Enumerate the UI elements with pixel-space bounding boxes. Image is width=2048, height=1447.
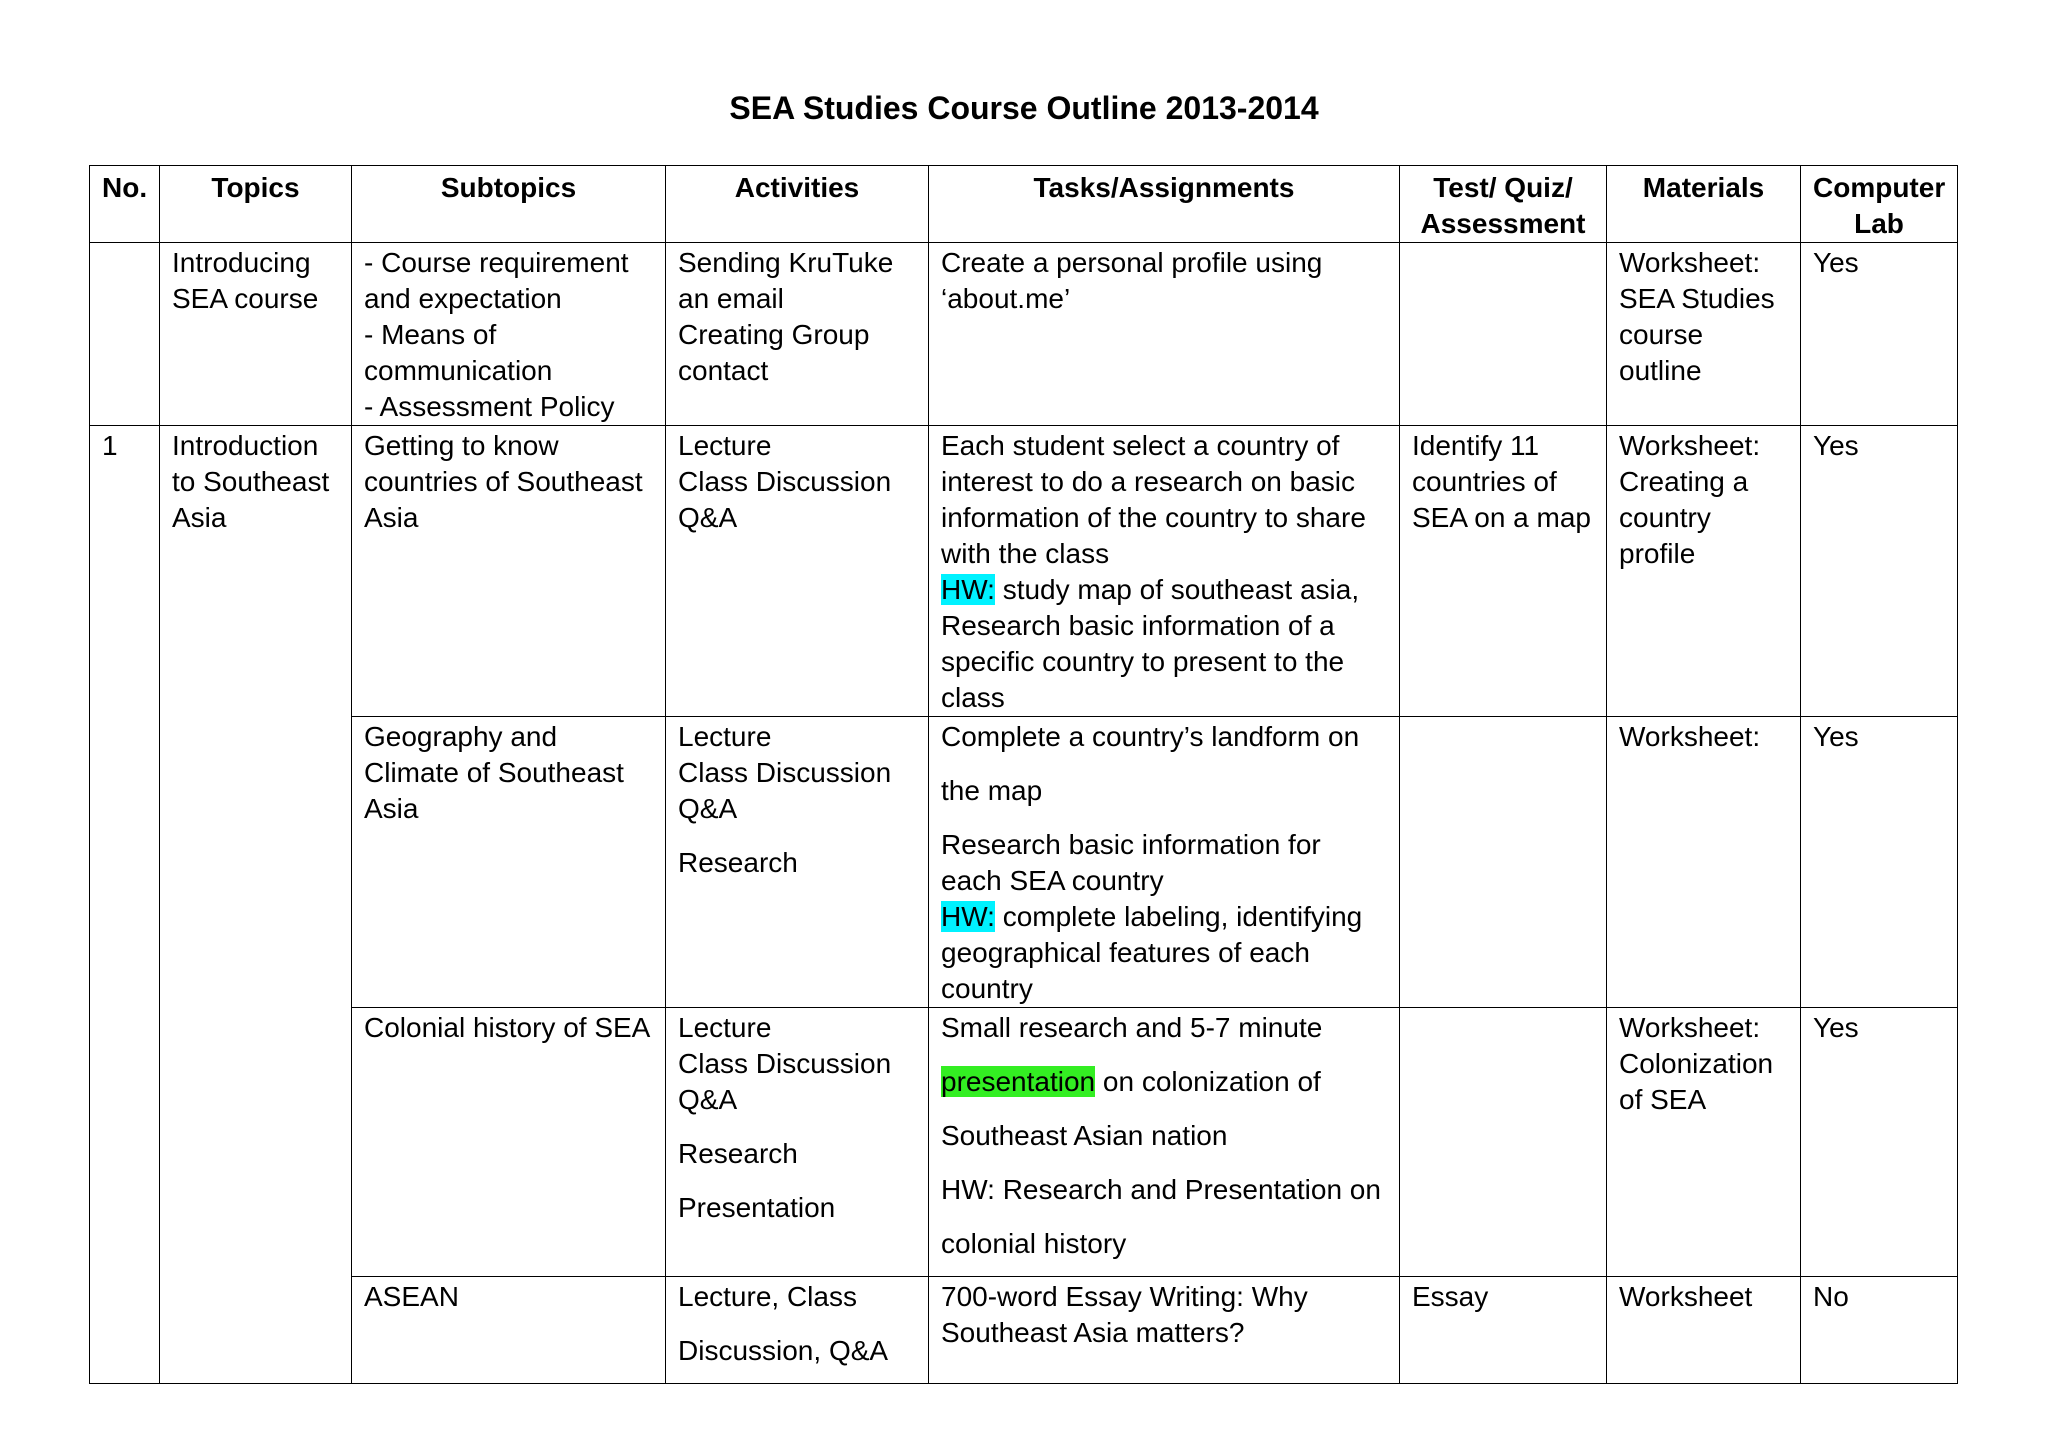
- cell-test: Essay: [1400, 1277, 1607, 1384]
- activity-item: Class Discussion: [678, 1048, 892, 1079]
- cell-subtopics: [352, 243, 666, 426]
- activity-item: Lecture: [678, 430, 772, 461]
- cell-test: [1400, 243, 1607, 426]
- activity-item: Sending KruTuke an email: [678, 247, 894, 314]
- cell-activities: [666, 426, 929, 717]
- course-outline-table: [89, 165, 1958, 1384]
- cell-test: [1400, 1008, 1607, 1277]
- cell-materials: Worksheet: Colonization of SEA: [1607, 1008, 1801, 1277]
- task-homework: [941, 572, 1387, 716]
- cell-materials: Worksheet: [1607, 1277, 1801, 1384]
- cell-topic: Introduction to Southeast Asia: [160, 426, 352, 1384]
- table-row: [90, 426, 1958, 717]
- activity-item: Lecture: [678, 1012, 772, 1043]
- cell-task: Create a personal profile using ‘about.me’: [929, 243, 1400, 426]
- cell-lab: Yes: [1801, 717, 1958, 1008]
- header-no: No.: [90, 166, 160, 243]
- task-text: HW: Research and Presentation on: [941, 1174, 1381, 1205]
- header-test: [1400, 166, 1607, 243]
- task-text: the map: [941, 775, 1043, 806]
- cell-activities: [666, 243, 929, 426]
- cell-materials: Worksheet: Creating a country profile: [1607, 426, 1801, 717]
- cell-lab: No: [1801, 1277, 1958, 1384]
- task-homework: [941, 899, 1387, 1007]
- activity-item: Discussion, Q&A: [678, 1335, 889, 1366]
- activity-item: Research: [678, 1138, 798, 1169]
- task-text: Each student select a country of interest to do a research on basic information of the country to share with the class: [941, 430, 1366, 569]
- cell-subtopic: ASEAN: [352, 1277, 666, 1384]
- header-subtopics: Subtopics: [352, 166, 666, 243]
- header-computer-lab: [1801, 166, 1958, 243]
- header-materials: Materials: [1607, 166, 1801, 243]
- cell-test: Identify 11 countries of SEA on a map: [1400, 426, 1607, 717]
- cell-subtopic: Geography and Climate of Southeast Asia: [352, 717, 666, 1008]
- activity-item: Q&A: [678, 502, 738, 533]
- activity-item: Research: [678, 847, 798, 878]
- activity-item: Q&A: [678, 793, 738, 824]
- table-row: [90, 1277, 1958, 1384]
- subtopic-item: - Assessment Policy: [364, 391, 615, 422]
- cell-activities: [666, 1008, 929, 1277]
- header-topics: Topics: [160, 166, 352, 243]
- cell-task: [929, 426, 1400, 717]
- header-test-line: Test/ Quiz/: [1433, 172, 1573, 203]
- hw-label-highlight: HW:: [941, 574, 995, 605]
- activity-item: Q&A: [678, 1084, 738, 1115]
- header-lab-line: Computer: [1813, 172, 1946, 203]
- task-text: colonial history: [941, 1228, 1127, 1259]
- cell-activities: [666, 717, 929, 1008]
- cell-subtopic: Getting to know countries of Southeast Asia: [352, 426, 666, 717]
- subtopic-item: - Course requirement and expectation: [364, 247, 629, 314]
- cell-materials: Worksheet: SEA Studies course outline: [1607, 243, 1801, 426]
- cell-test: [1400, 717, 1607, 1008]
- cell-topic: Introducing SEA course: [160, 243, 352, 426]
- header-activities: Activities: [666, 166, 929, 243]
- presentation-highlight: presentation: [941, 1066, 1096, 1097]
- cell-lab: Yes: [1801, 426, 1958, 717]
- activity-item: Creating Group contact: [678, 319, 870, 386]
- table-row: [90, 1008, 1958, 1277]
- hw-text: study map of southeast asia, Research basic information of a specific country to present to the class: [941, 574, 1360, 713]
- cell-lab: Yes: [1801, 243, 1958, 426]
- cell-subtopic: Colonial history of SEA: [352, 1008, 666, 1277]
- task-text-rest: on colonization of: [1095, 1066, 1321, 1097]
- cell-no: 1: [90, 426, 160, 1384]
- activity-item: Lecture: [678, 721, 772, 752]
- table-row: [90, 243, 1958, 426]
- page-title: SEA Studies Course Outline 2013-2014: [729, 90, 1319, 126]
- activity-item: Class Discussion: [678, 466, 892, 497]
- table-row: [90, 717, 1958, 1008]
- task-text: Research basic information for each SEA country: [941, 829, 1321, 896]
- cell-lab: Yes: [1801, 1008, 1958, 1277]
- cell-task: 700-word Essay Writing: Why Southeast Asia matters?: [929, 1277, 1400, 1384]
- hw-text: complete labeling, identifying geographical features of each country: [941, 901, 1363, 1004]
- activity-item: Class Discussion: [678, 757, 892, 788]
- subtopic-item: - Means of communication: [364, 319, 553, 386]
- task-text: [941, 1064, 1387, 1100]
- cell-no: [90, 243, 160, 426]
- cell-task: [929, 717, 1400, 1008]
- header-lab-line: Lab: [1854, 208, 1904, 239]
- cell-activities: [666, 1277, 929, 1384]
- header-tasks: Tasks/Assignments: [929, 166, 1400, 243]
- task-text: Southeast Asian nation: [941, 1120, 1228, 1151]
- cell-task: [929, 1008, 1400, 1277]
- task-text: Small research and 5-7 minute: [941, 1012, 1323, 1043]
- header-test-line: Assessment: [1420, 208, 1586, 239]
- activity-item: Lecture, Class: [678, 1281, 857, 1312]
- cell-materials: Worksheet:: [1607, 717, 1801, 1008]
- activity-item: Presentation: [678, 1192, 836, 1223]
- hw-label-highlight: HW:: [941, 901, 995, 932]
- table-header-row: [90, 166, 1958, 243]
- task-text: Complete a country’s landform on: [941, 721, 1360, 752]
